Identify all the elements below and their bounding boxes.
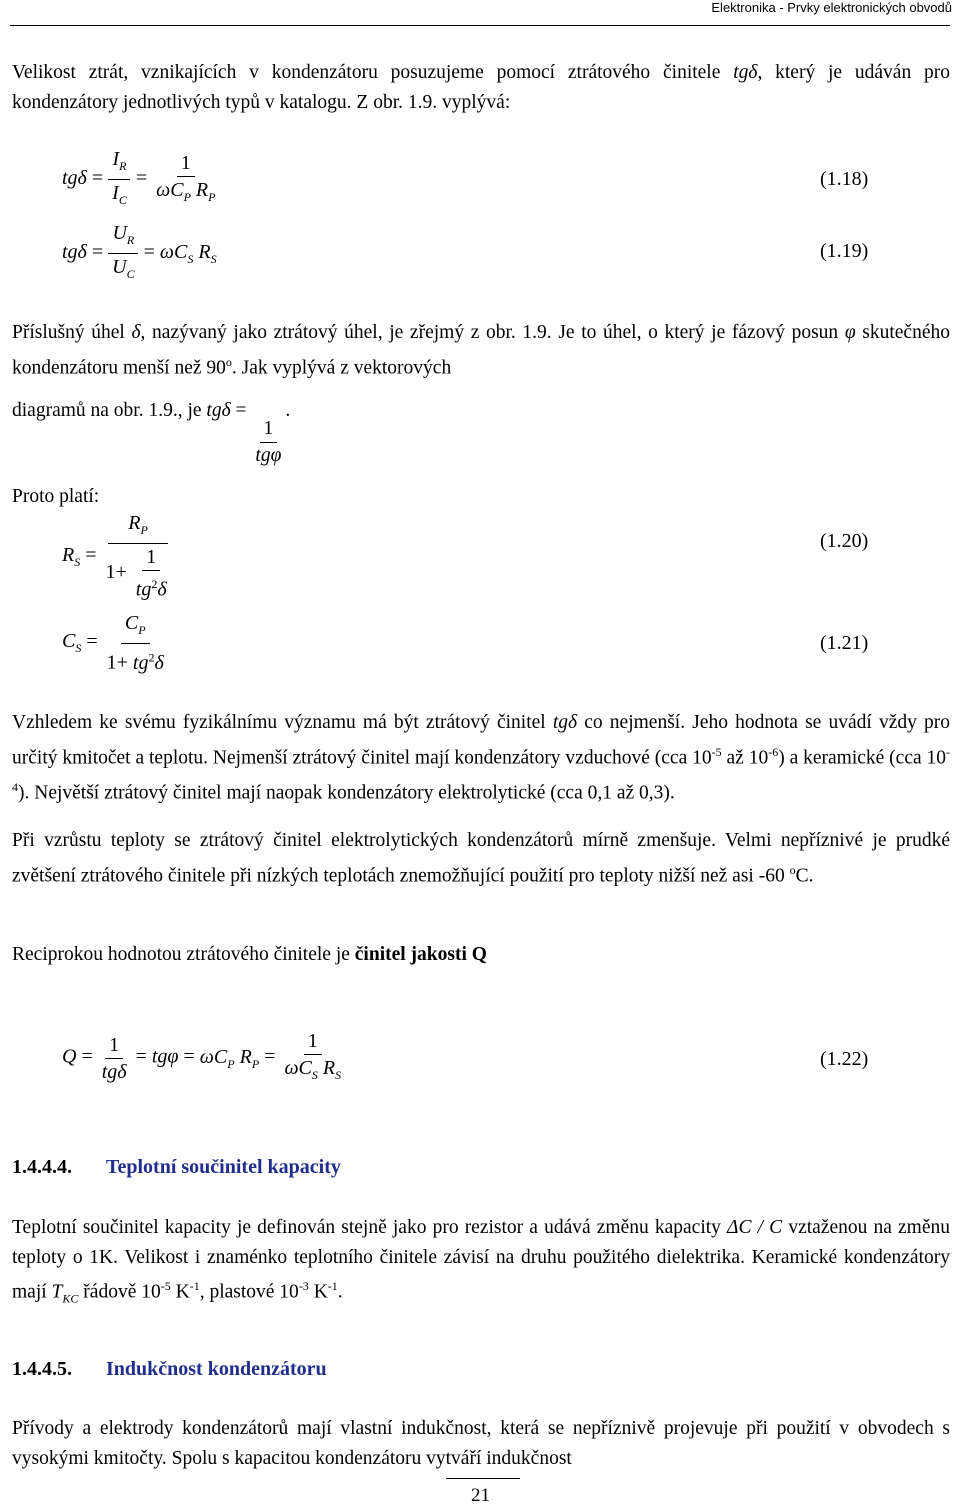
equation-1-20: $R_S$ = $R_P$ 1+ $\frac{1}{tg^2\delta}$ — [62, 512, 175, 601]
fraction-rp-over: $R_P$ 1+ $\frac{1}{tg^2\delta}$ — [105, 512, 167, 601]
eq-number-1-21: (1.21) — [820, 632, 869, 654]
fraction-one-over-tgphi: $\frac{1}{\text{tgφ}}$ — [255, 418, 282, 466]
tg-delta: tgδ — [733, 62, 758, 83]
fraction-ur-uc: $\frac{U_R}{U_C}$ — [108, 222, 138, 285]
fraction-omega-cp-rp: $\frac{1}{\omega C_P R_P}$ — [156, 151, 216, 204]
paragraph-intro: Velikost ztrát, vznikajících v kondenzátoru posuzujeme pomocí ztrátového činitele tgδ, který je udáván pro kondenzátory jednotlivých typů v katalogu. Z obr. 1.9. vyplývá: — [12, 62, 950, 113]
paragraph-temperature-coefficient: Teplotní součinitel kapacity je definován stejně jako pro rezistor a udává změnu kapacity ΔC / C vztaženou na změnu teploty o 1K. Velikost i znaménko teplotního činitele závisí na druhu použitého dielektrika. Keramické kondenzátory mají $T_{KC}$ řádově $10^{-5}$ $K^{-1}$, plastové $10^{-3}$ $K^{-1}$. — [12, 1217, 950, 1306]
equation-1-19: tgδ = $\frac{U_R}{U_C}$ = $\omega C_S$ $R_S$ — [62, 222, 217, 285]
eq-number-1-20: (1.20) — [820, 530, 869, 552]
section-heading-temperature-coefficient: 1.4.4.4. Teplotní součinitel kapacity — [12, 1156, 341, 1178]
paragraph-quality-factor: Reciprokou hodnotou ztrátového činitele je činitel jakosti Q — [12, 944, 487, 965]
running-header: Elektronika - Prvky elektronických obvodů — [711, 0, 952, 15]
paragraph-loss-angle: Příslušný úhel δ, nazývaný jako ztrátový úhel, je zřejmý z obr. 1.9. Je to úhel, o který je fázový posun φ skutečného kondenzátoru menší než 90$^o$. Jak vyplývá z vektorových — [12, 322, 950, 378]
paragraph-inductance: Přívody a elektrody kondenzátorů mají vlastní indukčnost, která se nepříznivě projevuje při použití v obvodech s vysokými kmitočty. Spolu s kapacitou kondenzátoru vytváří indukčnost — [12, 1418, 950, 1469]
eq-number-1-22: (1.22) — [820, 1048, 869, 1070]
fraction-ir-ic: $\frac{I_R}{I_C}$ — [108, 148, 131, 211]
fraction-cp-over: $\frac{C_P}{1+ tg^2\delta}$ — [106, 612, 164, 674]
paragraph-loss-factor-values: Vzhledem ke svému fyzikálnímu významu má být ztrátový činitel tgδ co nejmenší. Jeho hodnota se uvádí vždy pro určitý kmitočet a teplotu. Nejmenší ztrátový činitel mají kondenzátory vzduchové (cca $10^{-5}$ až $10^{-6}$) a keramické (cca $10^{-4}$). Největší ztrátový činitel mají naopak kondenzátory elektrolytické (cca 0,1 až 0,3). — [12, 712, 951, 803]
section-heading-inductance: 1.4.4.5. Indukčnost kondenzátoru — [12, 1358, 327, 1380]
paragraph-therefore: Proto platí: — [12, 486, 100, 507]
equation-1-18: tgδ = $\frac{I_R}{I_C}$ = $\frac{1}{\omega C_P R_P}$ — [62, 148, 219, 211]
eq-number-1-19: (1.19) — [820, 240, 869, 262]
equation-1-21: $C_S$ = $\frac{C_P}{1+ tg^2\delta}$ — [62, 612, 168, 674]
equation-1-22: Q = $\frac{1}{\text{tgδ}}$ = $tg\varphi = \omega C_P$ $R_P$ = $\frac{1}{\omega C_S R_S}$ — [62, 1030, 342, 1083]
page-number: 21 — [471, 1485, 490, 1506]
paragraph-diagram-ref: diagramů na obr. 1.9., je tgδ = $\frac{1}{\text{tgφ}}$ . — [12, 400, 291, 466]
footer-rule — [446, 1478, 520, 1479]
header-rule — [10, 25, 950, 26]
paragraph-temperature: Při vzrůstu teploty se ztrátový činitel elektrolytických kondenzátorů mírně zmenšuje. Velmi nepříznivé je prudké zvětšení ztrátového činitele při nízkých teplotách znemožňující použití pro teploty nižší než asi -60 $^o$C. — [12, 830, 950, 886]
eq-number-1-18: (1.18) — [820, 168, 869, 190]
